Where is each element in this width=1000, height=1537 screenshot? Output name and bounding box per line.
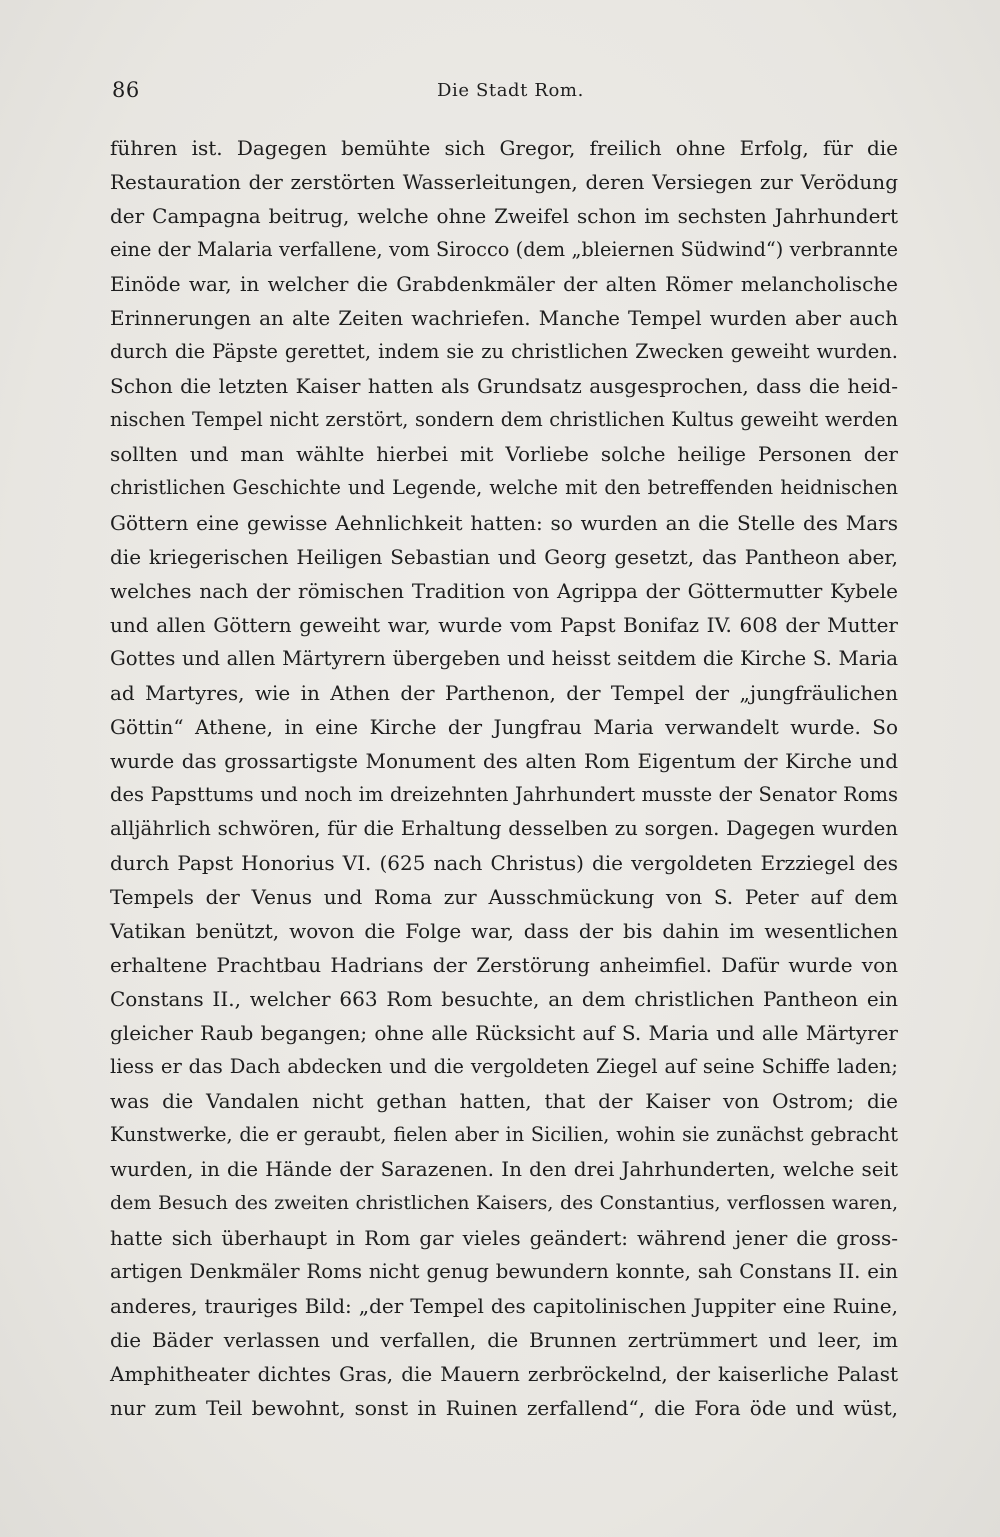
text-line: Einöde war, in welcher die Grabdenkmäler der alten Römer melancholische <box>110 272 898 297</box>
text-line: erhaltene Prachtbau Hadrians der Zerstörung anheimfiel. Dafür wurde von <box>110 953 898 978</box>
body-text <box>110 131 898 1425</box>
text-line: Göttern eine gewisse Aehnlichkeit hatten: so wurden an die Stelle des Mars <box>110 510 898 535</box>
text-line: nur zum Teil bewohnt, sonst in Ruinen zerfallend“, die Fora öde und wüst, <box>110 1395 898 1420</box>
text-line: christlichen Geschichte und Legende, welche mit den betreffenden heidnischen <box>110 476 898 500</box>
text-line: die kriegerischen Heiligen Sebastian und Georg gesetzt, das Pantheon aber, <box>110 544 898 569</box>
text-line: eine der Malaria verfallene, vom Sirocco (dem „bleiernen Südwind“) verbrannte <box>110 238 898 262</box>
text-line: liess er das Dach abdecken und die vergoldeten Ziegel auf seine Schiffe laden; <box>110 1055 898 1079</box>
text-line: welches nach der römischen Tradition von Agrippa der Göttermutter Kybele <box>110 578 898 603</box>
text-line: sollten und man wählte hierbei mit Vorliebe solche heilige Personen der <box>110 442 898 467</box>
text-line: artigen Denkmäler Roms nicht genug bewundern konnte, sah Constans II. ein <box>110 1259 898 1283</box>
text-line: Constans II., welcher 663 Rom besuchte, an dem christlichen Pantheon ein <box>110 987 898 1012</box>
running-title: Die Stadt Rom. <box>437 80 584 101</box>
text-line: nischen Tempel nicht zerstört, sondern dem christlichen Kultus geweiht werden <box>110 408 898 432</box>
text-line: wurde das grossartigste Monument des alten Rom Eigentum der Kirche und <box>110 748 898 773</box>
text-line: Erinnerungen an alte Zeiten wachriefen. Manche Tempel wurden aber auch <box>110 306 898 331</box>
text-line: Schon die letzten Kaiser hatten als Grundsatz ausgesprochen, dass die heid- <box>110 374 898 399</box>
text-line: wurden, in die Hände der Sarazenen. In den drei Jahrhunderten, welche seit <box>110 1157 898 1182</box>
text-line: des Papsttums und noch im dreizehnten Jahrhundert musste der Senator Roms <box>110 782 898 806</box>
text-line: alljährlich schwören, für die Erhaltung desselben zu sorgen. Dagegen wurden <box>110 816 898 840</box>
page-header <box>112 78 896 108</box>
text-line: durch Papst Honorius VI. (625 nach Christus) die vergoldeten Erzziegel des <box>110 850 898 875</box>
text-line: der Campagna beitrug, welche ohne Zweifel schon im sechsten Jahrhundert <box>110 204 898 229</box>
text-line: Amphitheater dichtes Gras, die Mauern zerbröckelnd, der kaiserliche Palast <box>110 1361 898 1386</box>
text-line: Tempels der Venus und Roma zur Ausschmückung von S. Peter auf dem <box>110 885 898 910</box>
text-line: ad Martyres, wie in Athen der Parthenon, der Tempel der „jungfräulichen <box>110 680 898 705</box>
text-line: anderes, trauriges Bild: „der Tempel des capitolinischen Juppiter eine Ruine, <box>110 1293 898 1318</box>
text-line: Vatikan benützt, wovon die Folge war, dass der bis dahin im wesentlichen <box>110 919 898 944</box>
text-line: hatte sich überhaupt in Rom gar vieles geändert: während jener die gross- <box>110 1225 898 1250</box>
text-line: und allen Göttern geweiht war, wurde vom Papst Bonifaz IV. 608 der Mutter <box>110 612 898 637</box>
text-line: durch die Päpste gerettet, indem sie zu christlichen Zwecken geweiht wurden. <box>110 340 898 364</box>
text-line: Göttin“ Athene, in eine Kirche der Jungfrau Maria verwandelt wurde. So <box>110 714 898 739</box>
text-line: Kunstwerke, die er geraubt, fielen aber in Sicilien, wohin sie zunächst gebracht <box>110 1123 898 1147</box>
text-line: Gottes und allen Märtyrern übergeben und heisst seitdem die Kirche S. Maria <box>110 646 898 670</box>
text-line: Restauration der zerstörten Wasserleitungen, deren Versiegen zur Verödung <box>110 170 898 195</box>
page-number: 86 <box>112 78 140 102</box>
text-line: führen ist. Dagegen bemühte sich Gregor, freilich ohne Erfolg, für die <box>110 136 898 160</box>
text-line: die Bäder verlassen und verfallen, die Brunnen zertrümmert und leer, im <box>110 1327 898 1352</box>
text-line: gleicher Raub begangen; ohne alle Rücksicht auf S. Maria und alle Märtyrer <box>110 1021 898 1046</box>
text-line: dem Besuch des zweiten christlichen Kaisers, des Constantius, verflossen waren, <box>110 1192 898 1215</box>
text-line: was die Vandalen nicht gethan hatten, that der Kaiser von Ostrom; die <box>110 1089 898 1114</box>
